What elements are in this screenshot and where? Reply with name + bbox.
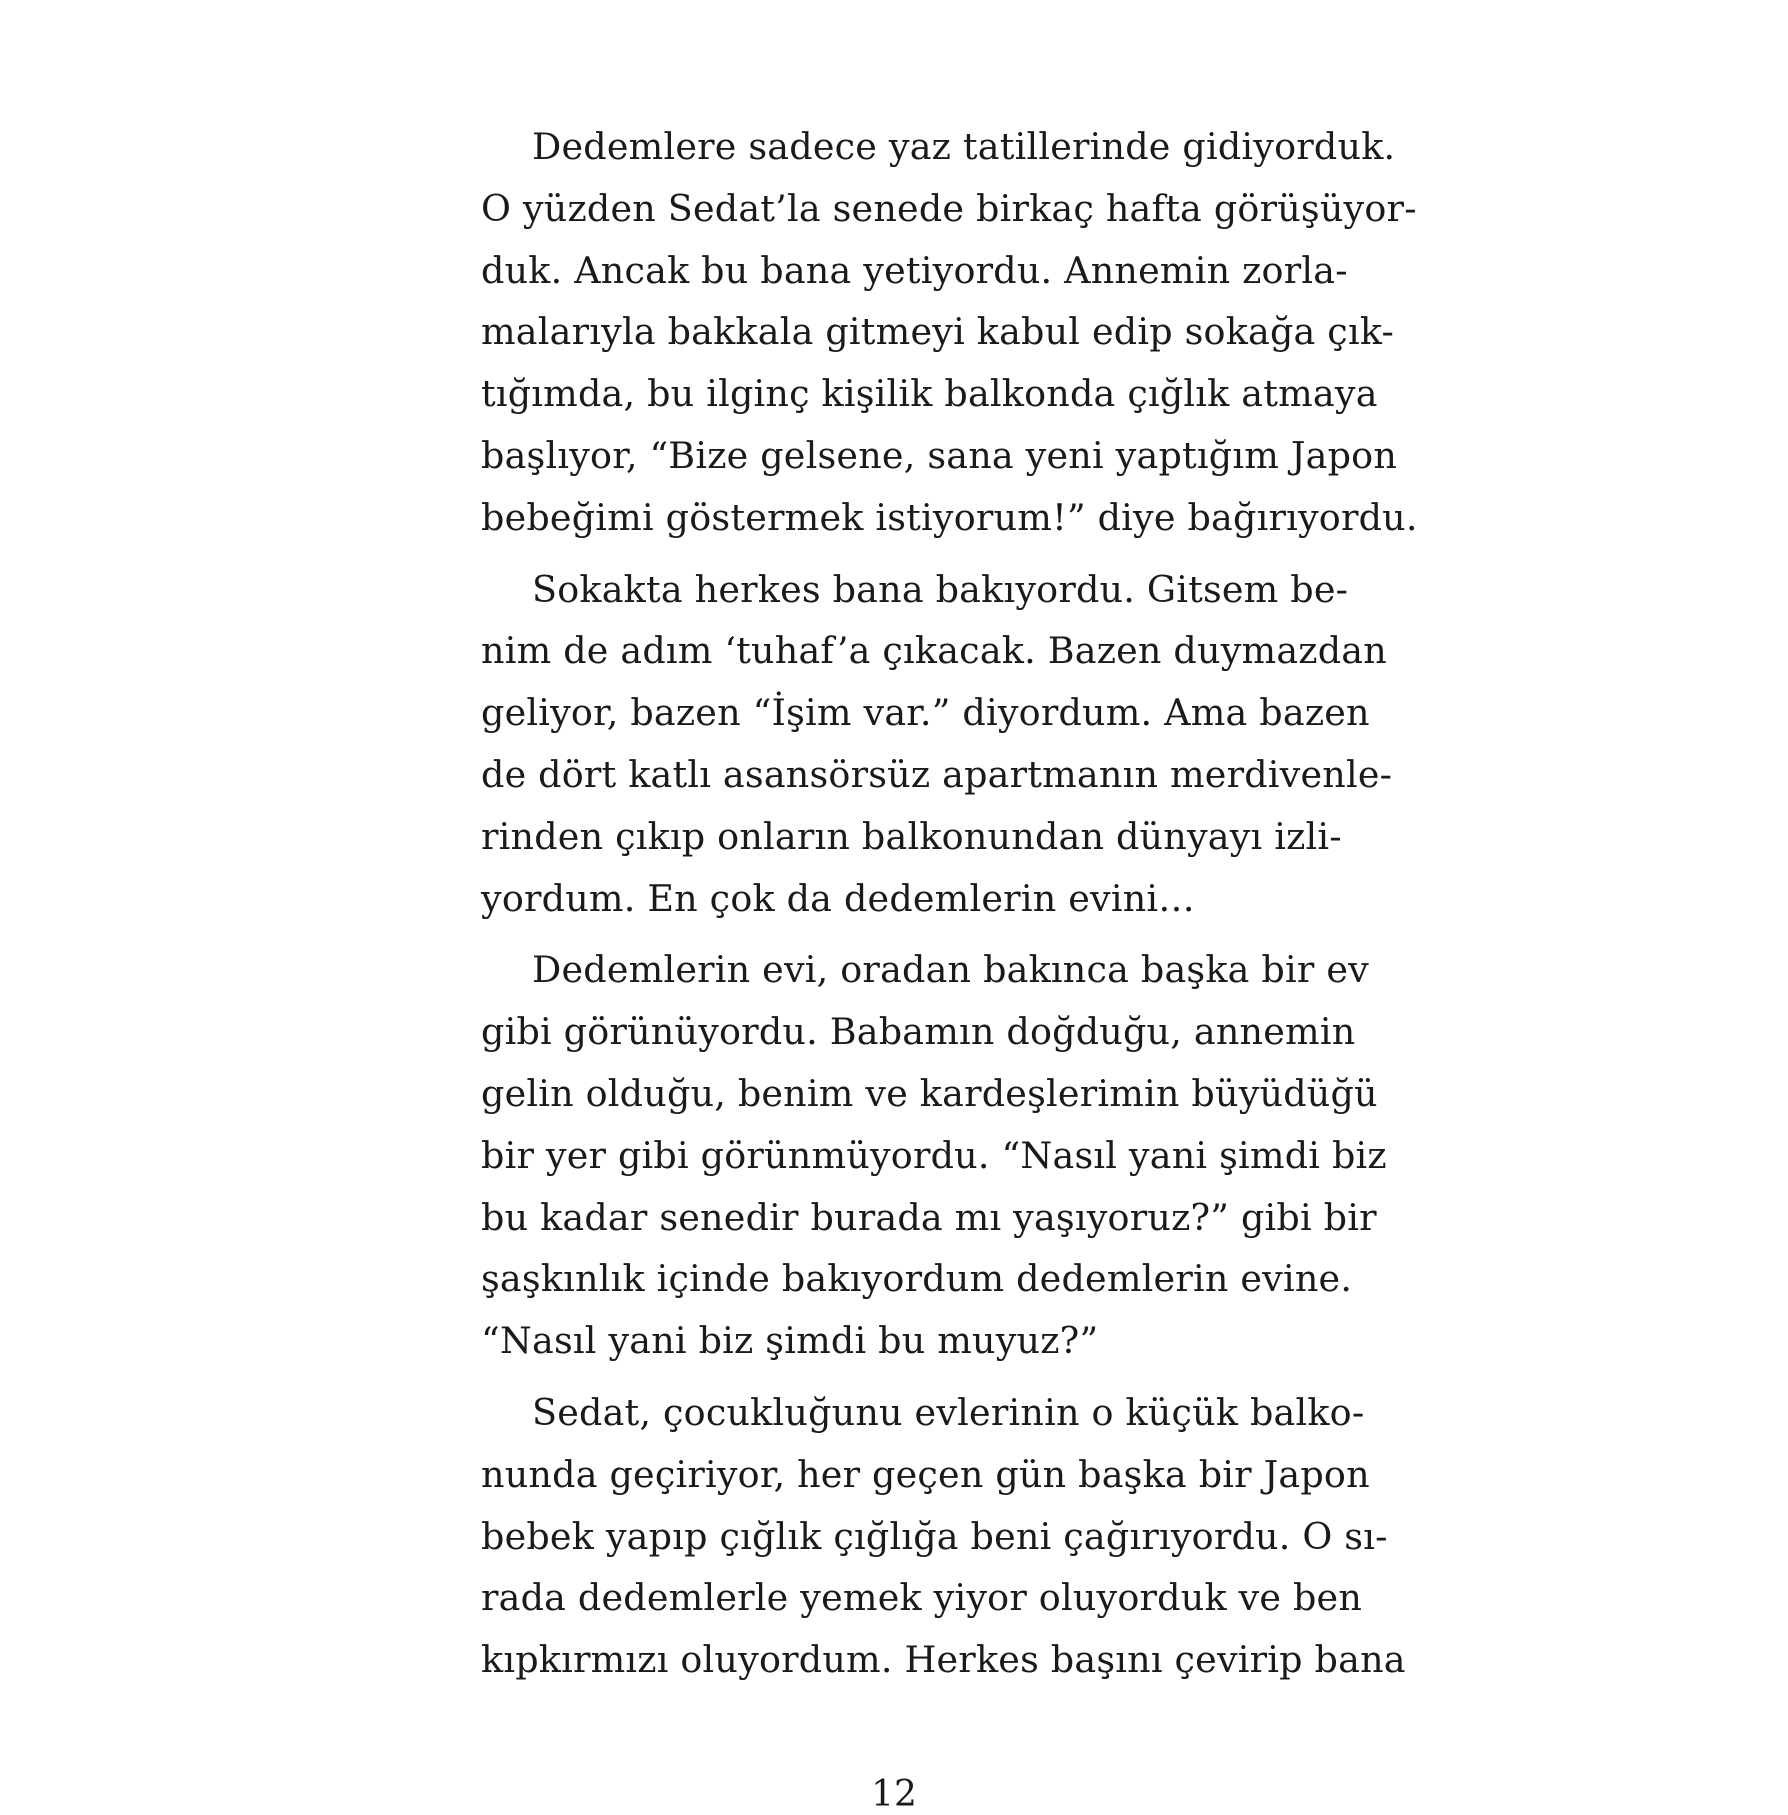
text-line: kıpkırmızı oluyordum. Herkes başını çevirip bana bbox=[481, 1638, 1406, 1682]
text-line: malarıyla bakkala gitmeyi kabul edip sokağa çık- bbox=[481, 310, 1395, 354]
text-line: başlıyor, “Bize gelsene, sana yeni yaptığım Japon bbox=[481, 433, 1398, 477]
text-column bbox=[481, 116, 1418, 1701]
text-line: bir yer gibi görünmüyordu. “Nasıl yani şimdi biz bbox=[481, 1133, 1387, 1177]
text-line: geliyor, bazen “İşim var.” diyordum. Ama bazen bbox=[481, 691, 1370, 735]
text-line: Sedat, çocukluğunu evlerinin o küçük balko- bbox=[532, 1390, 1365, 1434]
text-line: Sokakta herkes bana bakıyordu. Gitsem be- bbox=[532, 567, 1349, 611]
text-line: de dört katlı asansörsüz apartmanın merdivenle- bbox=[481, 752, 1393, 796]
paragraph-3 bbox=[481, 939, 1387, 1372]
text-line: bu kadar senedir burada mı yaşıyoruz?” gibi bir bbox=[481, 1195, 1377, 1239]
paragraph-1 bbox=[481, 116, 1418, 549]
text-line: Dedemlerin evi, oradan bakınca başka bir ev bbox=[532, 948, 1369, 992]
text-line: gibi görünüyordu. Babamın doğduğu, annemin bbox=[481, 1010, 1356, 1054]
text-line: nim de adım ‘tuhaf’a çıkacak. Bazen duymazdan bbox=[481, 629, 1387, 673]
text-line: Dedemlere sadece yaz tatillerinde gidiyorduk. bbox=[532, 125, 1396, 168]
paragraph-2 bbox=[481, 559, 1393, 930]
text-line: rinden çıkıp onların balkonundan dünyayı izli- bbox=[481, 814, 1342, 858]
text-line: O yüzden Sedat’la senede birkaç hafta görüşüyor- bbox=[481, 186, 1417, 230]
paragraph-4 bbox=[481, 1382, 1406, 1691]
text-line: “Nasıl yani biz şimdi bu muyuz?” bbox=[481, 1319, 1099, 1363]
text-line: rada dedemlerle yemek yiyor oluyorduk ve ben bbox=[481, 1576, 1363, 1620]
text-line: şaşkınlık içinde bakıyordum dedemlerin evine. bbox=[481, 1257, 1353, 1301]
text-line: duk. Ancak bu bana yetiyordu. Annemin zorla- bbox=[481, 248, 1348, 292]
text-line: nunda geçiriyor, her geçen gün başka bir Japon bbox=[481, 1452, 1370, 1496]
text-line: bebek yapıp çığlık çığlığa beni çağırıyordu. O sı- bbox=[481, 1514, 1388, 1558]
page-number: 12 bbox=[871, 1774, 917, 1815]
text-line: gelin olduğu, benim ve kardeşlerimin büyüdüğü bbox=[481, 1071, 1378, 1115]
text-line: yordum. En çok da dedemlerin evini… bbox=[481, 876, 1195, 920]
text-line: tığımda, bu ilginç kişilik balkonda çığlık atmaya bbox=[481, 372, 1378, 416]
text-line: bebeğimi göstermek istiyorum!” diye bağırıyordu. bbox=[481, 495, 1418, 539]
